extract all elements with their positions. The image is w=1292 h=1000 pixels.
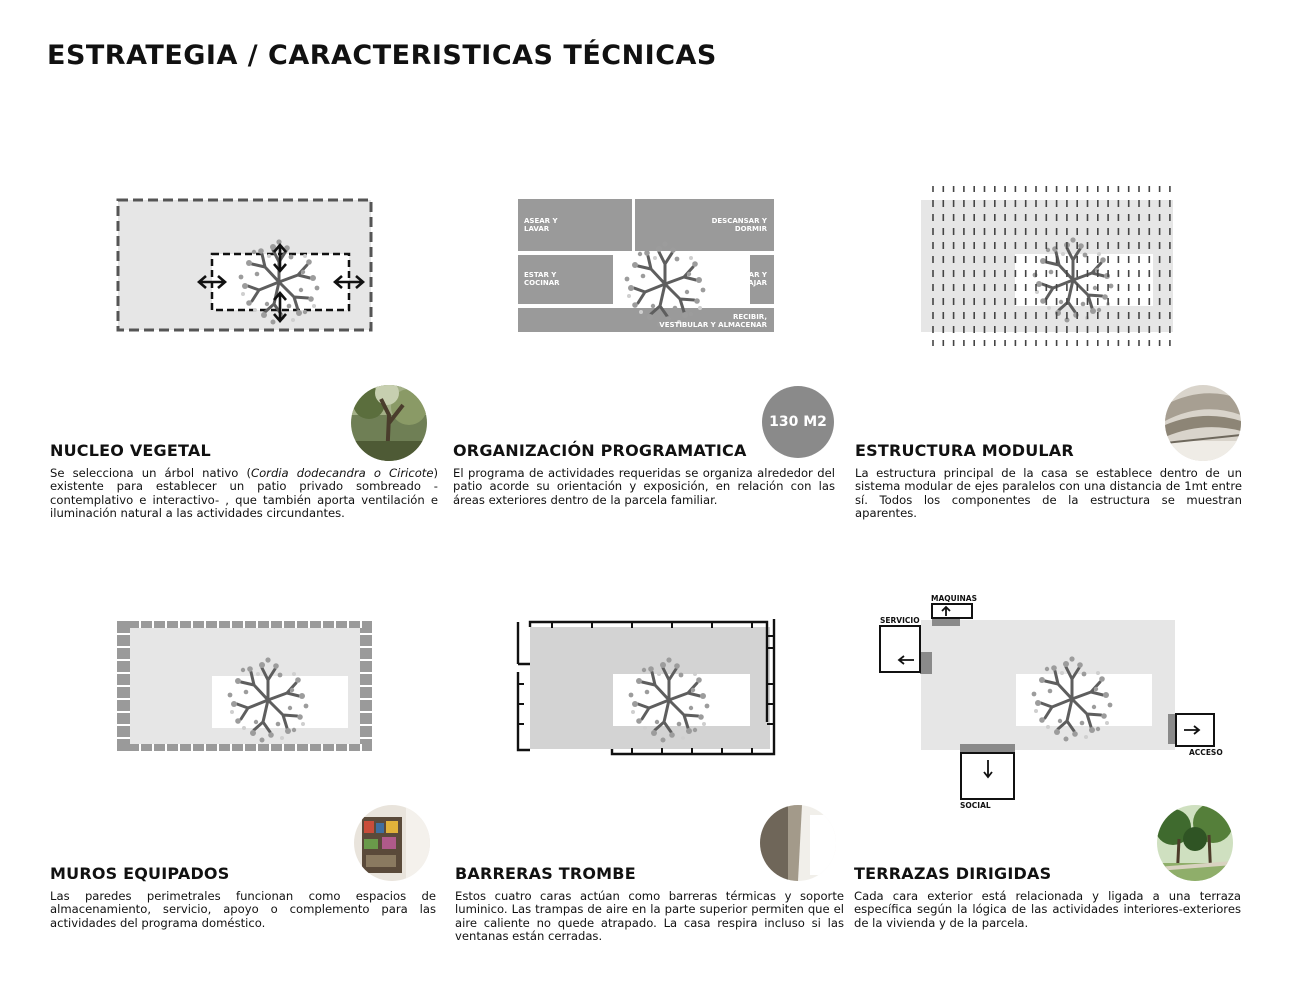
text-barreras: Estos cuatro caras actúan como barreras térmicas y soporte luminico. Las trampas de aire en la parte superior permiten que el aire caliente no quede atrapado. La casa respira incluso si las ventanas están cerradas. bbox=[455, 889, 844, 944]
terrace-photo bbox=[1157, 805, 1233, 881]
terrazas-dirigidas-diagram bbox=[872, 590, 1222, 812]
label-acceso: ACCESO bbox=[1189, 748, 1223, 757]
label-social: SOCIAL bbox=[960, 801, 991, 810]
heading-estructura: ESTRUCTURA MODULAR bbox=[855, 441, 1074, 460]
structure-photo bbox=[1165, 385, 1241, 461]
text-organizacion: El programa de actividades requeridas se organiza alrededor del patio acorde su orientación y exposición, en relación con las áreas exteriores dentro de la parcela familiar. bbox=[453, 466, 835, 507]
tree-photo bbox=[351, 385, 427, 461]
zone-asear: ASEAR Y bbox=[524, 217, 558, 225]
heading-nucleo-vegetal: NUCLEO VEGETAL bbox=[50, 441, 211, 460]
barreras-trombe-diagram bbox=[512, 614, 782, 758]
zone-descansar: DESCANSAR Y bbox=[711, 217, 767, 225]
label-servicio: SERVICIO bbox=[880, 616, 920, 625]
zone-estudiar: ESTUDIAR Y bbox=[719, 271, 767, 279]
trombe-photo bbox=[760, 805, 836, 881]
zone-estar: ESTAR Y bbox=[524, 271, 557, 279]
area-badge: 130 M2 bbox=[762, 386, 834, 458]
zone-trabajar: TRABAJAR bbox=[727, 279, 767, 287]
text-nucleo-vegetal: Se selecciona un árbol nativo (Cordia dodecandra o Ciricote) existente para establecer un patio privado sombreado -contemplativo e interactivo- , que también aporta ventilación e iluminación natural a las actividades circundantes. bbox=[50, 466, 438, 521]
heading-organizacion: ORGANIZACIÓN PROGRAMATICA bbox=[453, 441, 747, 460]
heading-barreras: BARRERAS TROMBE bbox=[455, 864, 636, 883]
muros-equipados-diagram bbox=[112, 616, 377, 756]
zone-lavar: LAVAR bbox=[524, 225, 550, 233]
heading-muros: MUROS EQUIPADOS bbox=[50, 864, 230, 883]
heading-terrazas: TERRAZAS DIRIGIDAS bbox=[854, 864, 1052, 883]
programa-diagram bbox=[515, 196, 777, 336]
zone-recibir: RECIBIR, bbox=[732, 313, 767, 321]
label-maquinas: MAQUINAS bbox=[931, 594, 978, 603]
zone-dormir: DORMIR bbox=[734, 225, 767, 233]
zone-cocinar: COCINAR bbox=[524, 279, 560, 287]
text-muros: Las paredes perimetrales funcionan como espacios de almacenamiento, servicio, apoyo o complemento para las actividades del programa doméstico. bbox=[50, 889, 436, 930]
zone-vestibular: VESTIBULAR Y ALMACENAR bbox=[659, 321, 767, 329]
text-estructura: La estructura principal de la casa se establece dentro de un sistema modular de ejes paralelos con una distancia de 1mt entre sí. Todos los componentes de la estructura se muestran aparentes. bbox=[855, 466, 1242, 521]
text-terrazas: Cada cara exterior está relacionada y ligada a una terraza específica según la lógica de las actividades interiores-exteriores de la vivienda y de la parcela. bbox=[854, 889, 1241, 930]
estructura-modular-diagram bbox=[915, 182, 1177, 348]
shelves-photo bbox=[354, 805, 430, 881]
nucleo-vegetal-diagram bbox=[110, 190, 385, 340]
page-title: ESTRATEGIA / CARACTERISTICAS TÉCNICAS bbox=[47, 40, 717, 71]
